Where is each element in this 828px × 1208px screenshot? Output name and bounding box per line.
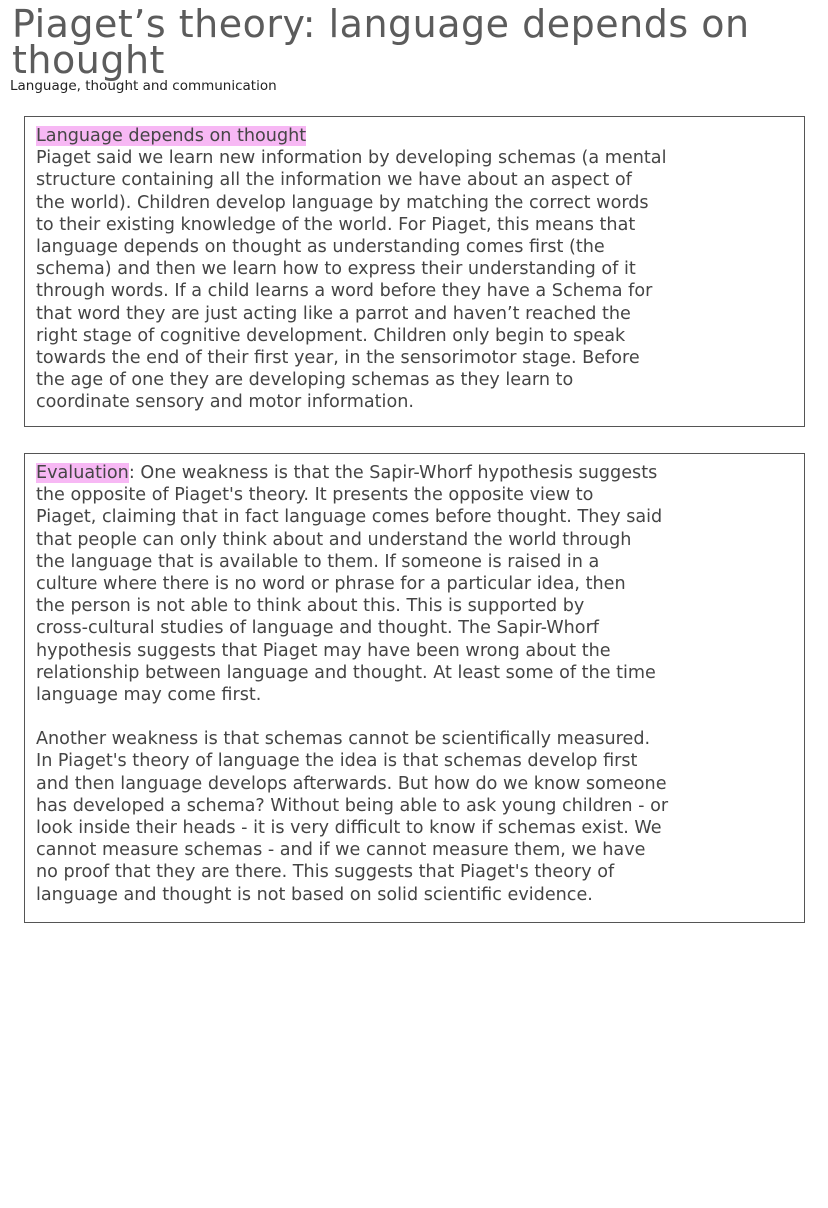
theory-line: the world). Children develop language by matching the correct words (36, 192, 649, 213)
page-subtitle: Language, thought and communication (10, 78, 277, 94)
evaluation-line: that people can only think about and understand the world through (36, 529, 632, 550)
evaluation-line: hypothesis suggests that Piaget may have been wrong about the (36, 640, 611, 661)
theory-line: right stage of cognitive development. Children only begin to speak (36, 325, 626, 346)
theory-line: towards the end of their first year, in the sensorimotor stage. Before (36, 347, 640, 368)
evaluation-line: culture where there is no word or phrase for a particular idea, then (36, 573, 626, 594)
evaluation-line: and then language develops afterwards. But how do we know someone (36, 773, 667, 794)
evaluation-line: has developed a schema? Without being able to ask young children - or (36, 795, 669, 816)
evaluation-line: cannot measure schemas - and if we cannot measure them, we have (36, 840, 646, 861)
evaluation-card (24, 453, 805, 923)
theory-line: the age of one they are developing schemas as they learn to (36, 370, 574, 391)
evaluation-line: the language that is available to them. If someone is raised in a (36, 551, 600, 572)
theory-line: schema) and then we learn how to express their understanding of it (36, 259, 636, 280)
evaluation-line: the opposite of Piaget's theory. It presents the opposite view to (36, 485, 594, 506)
paragraph-gap (36, 706, 794, 728)
evaluation-line: the person is not able to think about this. This is supported by (36, 596, 585, 617)
evaluation-text (36, 462, 794, 906)
evaluation-line: relationship between language and thought. At least some of the time (36, 662, 656, 683)
theory-card (24, 116, 805, 427)
page-title: Piaget’s theory: language depends on thought (12, 2, 750, 82)
evaluation-line: look inside their heads - it is very difficult to know if schemas exist. We (36, 818, 662, 838)
theory-line: Piaget said we learn new information by developing schemas (a mental (36, 148, 667, 169)
theory-heading: Language depends on thought (36, 126, 307, 146)
evaluation-line: Piaget, claiming that in fact language comes before thought. They said (36, 507, 663, 528)
evaluation-first-line (36, 462, 794, 484)
evaluation-label: Evaluation (36, 463, 129, 483)
theory-line: to their existing knowledge of the world. For Piaget, this means that (36, 214, 636, 235)
theory-line: through words. If a child learns a word before they have a Schema for (36, 281, 653, 302)
theory-heading-line (36, 125, 794, 147)
theory-line: language depends on thought as understanding comes first (the (36, 236, 605, 257)
theory-line: coordinate sensory and motor information. (36, 392, 414, 413)
evaluation-line: Another weakness is that schemas cannot be scientifically measured. (36, 729, 651, 750)
evaluation-line: language and thought is not based on solid scientific evidence. (36, 884, 593, 905)
evaluation-line: cross-cultural studies of language and thought. The Sapir-Whorf (36, 618, 599, 639)
theory-line: structure containing all the information we have about an aspect of (36, 170, 632, 191)
evaluation-line: no proof that they are there. This suggests that Piaget's theory of (36, 862, 615, 883)
theory-line: that word they are just acting like a parrot and haven’t reached the (36, 303, 631, 324)
evaluation-line: In Piaget's theory of language the idea is that schemas develop first (36, 751, 638, 772)
evaluation-first-line-rest: : One weakness is that the Sapir-Whorf hypothesis suggests (128, 463, 658, 483)
theory-text (36, 125, 794, 413)
evaluation-line: language may come first. (36, 684, 262, 705)
